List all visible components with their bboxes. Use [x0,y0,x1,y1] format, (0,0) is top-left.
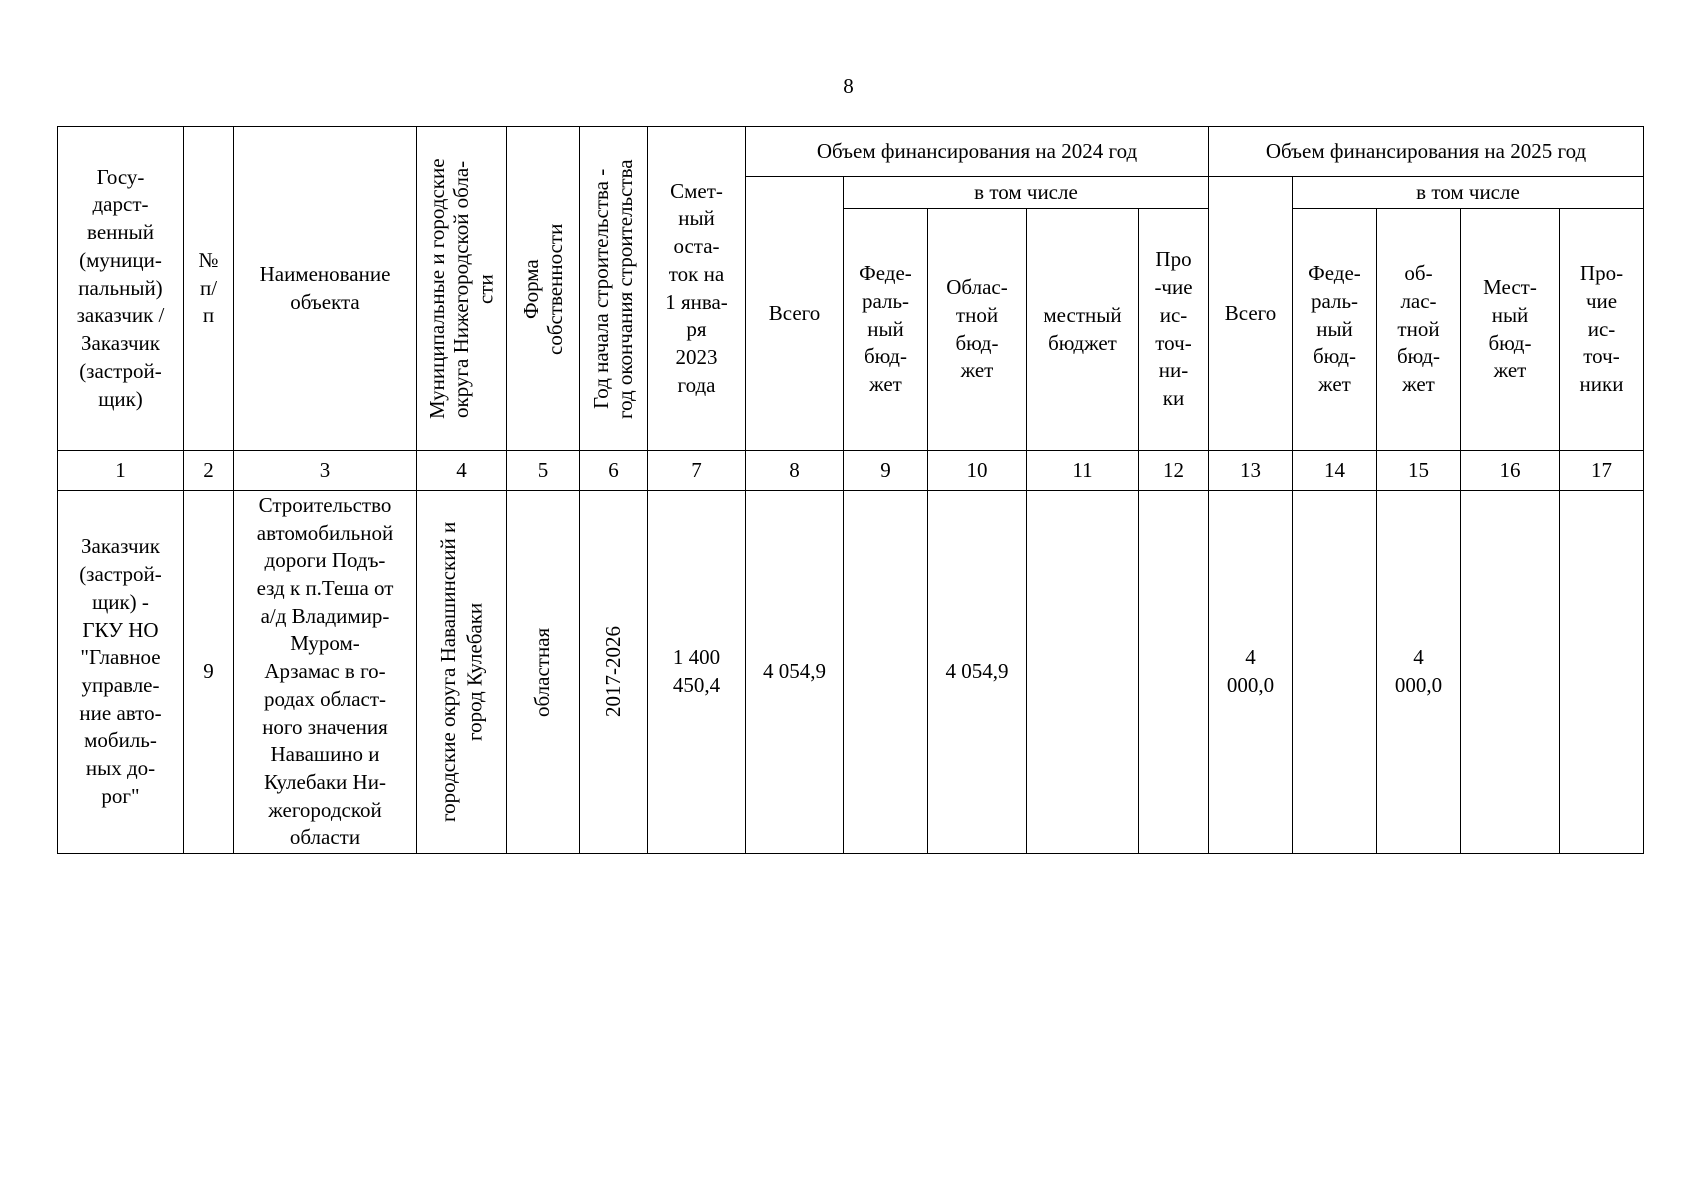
header-group-2025: Объем финансирования на 2025 год [1209,127,1644,177]
header-total-2024: Всего [746,177,844,451]
header-local-2025: Мест- ный бюд- жет [1461,209,1560,451]
header-group-2024: Объем финансирования на 2024 год [746,127,1209,177]
cell-federal-2024 [844,491,928,854]
cell-object-name: Строительство автомобильной дороги Подъ- езд к п.Теша от а/д Владимир- Муром- Арзамас в го- родах област- ного значения Навашино и Кулебаки Ни- жегородской области [234,491,417,854]
cell-number: 9 [184,491,234,854]
column-number: 7 [648,451,746,491]
cell-total-2024: 4 054,9 [746,491,844,854]
cell-years: 2017-2026 [600,626,625,718]
column-number: 9 [844,451,928,491]
header-row-1 [58,127,1644,177]
header-including-2025: в том числе [1293,177,1644,209]
column-number: 5 [507,451,580,491]
header-total-2025: Всего [1209,177,1293,451]
cell-customer: Заказчик (застрой- щик) - ГКУ НО "Главное управле- ние авто- мобиль- ных до- рог" [58,491,184,854]
cell-municipality-cell [417,491,507,854]
cell-federal-2025 [1293,491,1377,854]
header-federal-2024: Феде- раль- ный бюд- жет [844,209,928,451]
cell-total-2025: 4 000,0 [1209,491,1293,854]
header-ownership-cell [507,127,580,451]
table-row [58,491,1644,854]
column-number: 2 [184,451,234,491]
column-number: 17 [1560,451,1644,491]
header-estimate-balance: Смет- ный оста- ток на 1 янва- ря 2023 года [648,127,746,451]
column-number: 16 [1461,451,1560,491]
cell-municipality: городские округа Навашинский и город Кулебаки [436,521,487,823]
header-object-name: Наименование объекта [234,127,417,451]
column-number: 12 [1139,451,1209,491]
header-customer: Госу- дарст- венный (муници- пальный) заказчик / Заказчик (застрой- щик) [58,127,184,451]
header-municipality: Муниципальные и городские округа Нижегородской обла- сти [425,158,498,419]
column-number: 4 [417,451,507,491]
header-regional-2025: об- лас- тной бюд- жет [1377,209,1461,451]
cell-years-cell [580,491,648,854]
financing-table [57,126,1644,854]
column-number: 10 [928,451,1027,491]
column-number: 1 [58,451,184,491]
header-including-2024: в том числе [844,177,1209,209]
header-regional-2024: Облас- тной бюд- жет [928,209,1027,451]
header-number: № п/ п [184,127,234,451]
header-years-cell [580,127,648,451]
header-ownership: Форма собственности [518,222,567,355]
cell-ownership: областная [530,627,555,717]
cell-ownership-cell [507,491,580,854]
header-other-2024: Про -чие ис- точ- ни- ки [1139,209,1209,451]
column-number: 15 [1377,451,1461,491]
cell-other-2024 [1139,491,1209,854]
column-number: 13 [1209,451,1293,491]
column-number: 14 [1293,451,1377,491]
column-number: 11 [1027,451,1139,491]
column-number: 3 [234,451,417,491]
header-years: Год начала строительства - год окончания строительства [589,158,638,419]
column-numbers-row [58,451,1644,491]
column-number: 8 [746,451,844,491]
header-federal-2025: Феде- раль- ный бюд- жет [1293,209,1377,451]
cell-other-2025 [1560,491,1644,854]
cell-local-2025 [1461,491,1560,854]
page-number: 8 [843,74,854,98]
cell-regional-2024: 4 054,9 [928,491,1027,854]
header-other-2025: Про- чие ис- точ- ники [1560,209,1644,451]
cell-regional-2025: 4 000,0 [1377,491,1461,854]
column-number: 6 [580,451,648,491]
cell-local-2024 [1027,491,1139,854]
header-municipality-cell [417,127,507,451]
header-local-2024: местный бюджет [1027,209,1139,451]
cell-estimate-balance: 1 400 450,4 [648,491,746,854]
